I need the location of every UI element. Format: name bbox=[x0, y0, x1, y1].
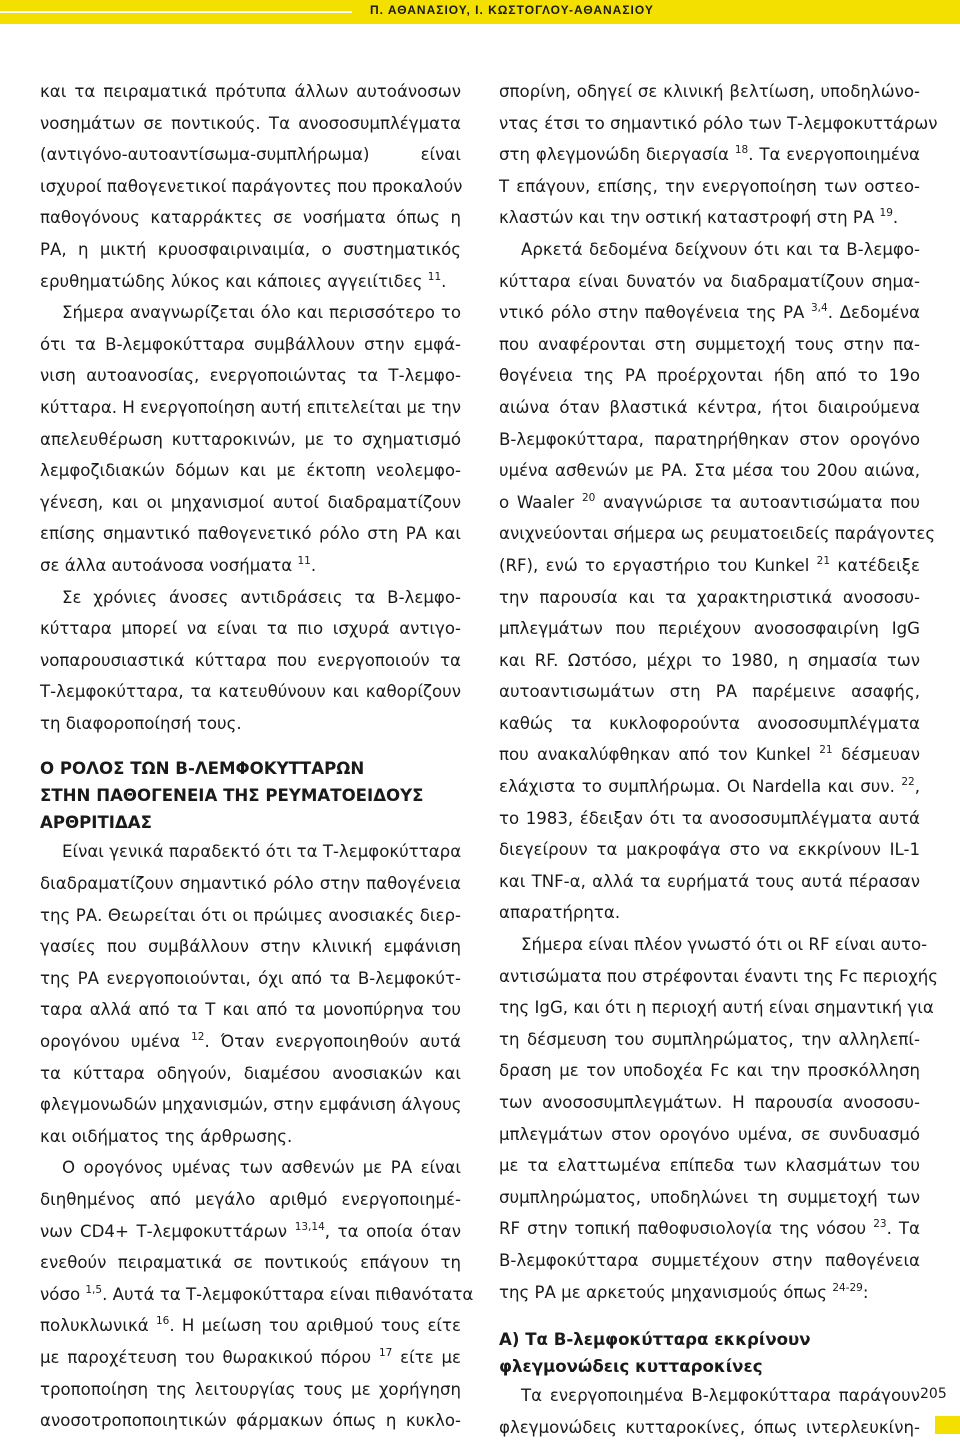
citation-ref: 3,4 bbox=[811, 302, 828, 315]
text-line: Β-λεμφοκύτταρα, παρατηρήθηκαν στον ορογόνο bbox=[499, 429, 920, 449]
left-column bbox=[40, 76, 474, 1437]
text-line: τη διαφοροποίησή τους. bbox=[40, 713, 242, 733]
section-heading bbox=[40, 755, 461, 836]
text-run: . bbox=[310, 555, 317, 575]
text-line: και οιδήματος της άρθρωσης. bbox=[40, 1126, 293, 1146]
paragraph bbox=[499, 929, 939, 1308]
text-run: . Όταν ενεργοποιηθούν αυτά bbox=[204, 1032, 461, 1052]
text-line: Είναι γενικά παραδεκτό ότι τα Τ-λεμφοκύτταρα bbox=[62, 842, 462, 862]
text-run: είτε με bbox=[392, 1347, 462, 1367]
text-line: Τ επάγουν, επίσης, την ενεργοποίηση των οστεο- bbox=[499, 176, 920, 196]
text-line: και TNF-α, αλλά τα ευρήματά τους αυτά πέρασαν bbox=[499, 871, 920, 891]
text-run: σε άλλα αυτοάνοσα νοσήματα bbox=[40, 555, 293, 575]
text-line: διαδραματίζουν σημαντικό ρόλο στην παθογένεια bbox=[40, 874, 461, 894]
text-run: RF στην τοπική παθοφυσιολογία της νόσου bbox=[499, 1219, 867, 1239]
text-line: τη δέσμευση του συμπληρώματος, την αλληλεπί- bbox=[499, 1029, 920, 1049]
text-line: ντας έτσι το σημαντικό ρόλο των Τ-λεμφοκυττάρων bbox=[499, 113, 938, 133]
text-run: νων CD4+ Τ-λεμφοκυττάρων bbox=[40, 1221, 288, 1241]
paragraph bbox=[499, 234, 936, 929]
citation-ref: 11 bbox=[427, 270, 442, 283]
text-line: δραση με τον υποδοχέα Fc και την προσκόλληση bbox=[499, 1061, 920, 1081]
text-run: ορογόνου υμένα bbox=[40, 1032, 181, 1052]
text-line: νοσημάτων σε ποντικούς. Τα ανοσοσυμπλέγματα bbox=[40, 113, 461, 133]
text-line bbox=[499, 202, 920, 234]
text-line: διηθημένος από μεγάλο αριθμό ενεργοποιημέ- bbox=[40, 1190, 461, 1209]
text-line: υμένα ασθενών με ΡΑ. Στα μέσα του 20ου αιώνα, bbox=[499, 461, 920, 481]
text-run: ελάχιστα το συμπλήρωμα. Οι Nardella και συν. bbox=[499, 777, 895, 797]
text-line: κύτταρα. Η ενεργοποίηση αυτή επιτελείται με την bbox=[40, 397, 462, 417]
text-line: μπλεγμάτων που περιέχουν ανοσοσφαιρίνη IgG bbox=[499, 619, 920, 639]
text-run: στη φλεγμονώδη διεργασία bbox=[499, 145, 729, 165]
text-line: νοπαρουσιαστικά κύτταρα που ενεργοποιούν τα bbox=[40, 650, 461, 670]
text-line: τροποποίηση της λειτουργίας τους με χορήγηση bbox=[40, 1379, 461, 1399]
text-line: Σήμερα είναι πλέον γνωστό ότι οι RF είναι αυτο- bbox=[521, 935, 928, 955]
text-line: φλεγμονώδεις κυτταροκίνες, όπως ιντερλευκίνη- bbox=[499, 1417, 920, 1437]
text-run: . Δεδομένα bbox=[827, 303, 920, 323]
citation-ref: 17 bbox=[378, 1346, 393, 1359]
text-line: το 1983, έδειξαν ότι τα ανοσοσυμπλέγματα αυτά bbox=[499, 808, 920, 828]
text-line: ενεθούν πειραματικά σε ποντικούς επάγουν τη bbox=[40, 1253, 461, 1273]
text-line bbox=[499, 550, 920, 582]
text-run: ντικό ρόλο στην παθογένεια της ΡΑ bbox=[499, 303, 805, 323]
section-heading-line: ΑΡΘΡΙΤΙΔΑΣ bbox=[40, 813, 152, 833]
text-run: (RF), ενώ το εργαστήριο του Kunkel bbox=[499, 555, 810, 575]
paragraph bbox=[499, 76, 938, 234]
subsection-heading bbox=[499, 1326, 920, 1380]
text-line: αυτοαντισωμάτων στη ΡΑ παρέμεινε ασαφής, bbox=[499, 682, 920, 702]
text-line bbox=[499, 771, 920, 803]
citation-ref: 23 bbox=[873, 1218, 887, 1231]
text-line bbox=[499, 1277, 920, 1309]
text-line: ΡΑ, η μικτή κρυοσφαιριναιμία, ο συστηματικός bbox=[40, 239, 461, 259]
citation-ref: 22 bbox=[901, 776, 915, 789]
text-run: αναγνώρισε τα αυτοαντισώματα που bbox=[595, 492, 920, 512]
paragraph bbox=[40, 1152, 474, 1436]
corner-accent bbox=[935, 1416, 960, 1434]
citation-ref: 13,14 bbox=[294, 1220, 325, 1233]
citation-ref: 19 bbox=[879, 207, 893, 220]
text-line: τα κύτταρα οδηγούν, διαμέσου ανοσιακών και bbox=[40, 1063, 461, 1083]
text-line bbox=[40, 1216, 461, 1248]
text-line: Τα ενεργοποιημένα Β-λεμφοκύτταρα παράγουν bbox=[521, 1386, 920, 1406]
text-line bbox=[40, 550, 461, 582]
text-line: αντισώματα που στρέφονται έναντι της Fc περιοχής bbox=[499, 966, 939, 986]
paragraph bbox=[40, 76, 461, 297]
citation-ref: 11 bbox=[297, 554, 311, 567]
text-line: της ΡΑ ενεργοποιούνται, όχι από τα Β-λεμφοκύτ- bbox=[40, 968, 461, 988]
text-run: . bbox=[441, 271, 447, 291]
text-line: απελευθέρωση κυτταροκινών, με το σχηματισμό bbox=[40, 429, 461, 449]
paragraph bbox=[40, 582, 461, 740]
text-line bbox=[499, 487, 920, 519]
text-line: γένεση, και οι μηχανισμοί αυτοί διαδραματίζουν bbox=[40, 492, 461, 512]
text-line bbox=[40, 1310, 461, 1342]
text-line bbox=[499, 1213, 920, 1245]
text-line: που αναφέρονται στη συμμετοχή τους στην πα- bbox=[499, 334, 920, 354]
text-run: : bbox=[862, 1282, 869, 1302]
citation-ref: 24-29 bbox=[832, 1281, 863, 1294]
citation-ref: 16 bbox=[155, 1315, 170, 1328]
text-line: της IgG, και ότι η περιοχή αυτή είναι σημαντική για bbox=[499, 998, 934, 1018]
text-line: κύτταρα είναι δυνατόν να διαδραματίζουν σημα- bbox=[499, 271, 920, 291]
text-run: . Τα ενεργοποιημένα bbox=[748, 145, 920, 165]
text-line: Σήμερα αναγνωρίζεται όλο και περισσότερο το bbox=[62, 303, 461, 323]
text-run: κατέδειξε bbox=[830, 555, 920, 575]
text-line: λεμφοζιδιακών δόμων και με έκτοπη νεολεμφο- bbox=[40, 461, 461, 481]
subsection-heading-line: φλεγμονώδεις κυτταροκίνες bbox=[499, 1357, 763, 1377]
text-run: δέσμευαν bbox=[832, 745, 920, 765]
text-run: . Τα bbox=[886, 1219, 920, 1239]
subsection-heading-line: Α) Τα Β-λεμφοκύτταρα εκκρίνουν bbox=[499, 1330, 811, 1350]
paragraph bbox=[40, 297, 461, 581]
text-line: παθογόνους καταρράκτες σε νοσήματα όπως η bbox=[40, 208, 461, 228]
text-run: . bbox=[892, 208, 899, 228]
text-line: συμπληρώματος, υποδηλώνει τη συμμετοχή των bbox=[499, 1187, 920, 1207]
text-line: Ο ορογόνος υμένας των ασθενών με ΡΑ είναι bbox=[62, 1158, 461, 1178]
text-line: νιση αυτοανοσίας, ενεργοποιώντας τα Τ-λεμφο- bbox=[40, 366, 461, 386]
text-line: γασίες που συμβάλλουν στην κλινική εμφάνιση bbox=[40, 937, 461, 957]
text-line: Β-λεμφοκύτταρα συμμετέχουν στην παθογένεια bbox=[499, 1250, 920, 1270]
text-run: ο Waaler bbox=[499, 492, 575, 512]
text-line: (αντιγόνο-αυτοαντίσωμα-συμπλήρωμα) είναι bbox=[40, 145, 461, 165]
text-line: με τα ελαττωμένα επίπεδα των κλασμάτων του bbox=[499, 1156, 920, 1176]
running-head-rule bbox=[0, 11, 352, 13]
text-run: , bbox=[914, 777, 920, 797]
text-line: αιώνα όταν βλαστικά κέντρα, ήτοι διαιρούμενα bbox=[499, 397, 920, 417]
text-line: και τα πειραματικά πρότυπα άλλων αυτοάνοσων bbox=[40, 82, 461, 101]
text-line bbox=[40, 1026, 461, 1058]
text-run: νόσο bbox=[40, 1284, 81, 1304]
text-line bbox=[40, 1279, 474, 1311]
citation-ref: 12 bbox=[191, 1031, 205, 1044]
text-run: ερυθηματώδης λύκος και κάποιες αγγειίτιδες bbox=[40, 271, 423, 291]
text-line: και RF. Ωστόσο, μέχρι το 1980, η σημασία των bbox=[499, 650, 920, 670]
text-run: που ανακαλύφθηκαν από τον Kunkel bbox=[499, 745, 811, 765]
text-line: ανιχνεύονται σήμερα ως ρευματοειδείς παράγοντες bbox=[499, 524, 936, 544]
text-line: επίσης σημαντικό παθογενετικό ρόλο στη ΡΑ και bbox=[40, 524, 461, 544]
text-line: την παρουσία και τα χαρακτηριστικά ανοσοσυ- bbox=[499, 587, 920, 607]
text-line: θογένεια της ΡΑ προέρχονται ήδη από το 19ο bbox=[499, 366, 920, 386]
text-line: ανοσοτροποποιητικών φάρμακων όπως η κυκλο- bbox=[40, 1411, 461, 1431]
text-run: πολυκλωνικά bbox=[40, 1316, 149, 1336]
text-run: της ΡΑ με αρκετούς μηχανισμούς όπως bbox=[499, 1282, 828, 1302]
citation-ref: 1,5 bbox=[85, 1283, 103, 1296]
section-heading-line: ΣΤΗΝ ΠΑΘΟΓΕΝΕΙΑ ΤΗΣ ΡΕΥΜΑΤΟΕΙΔΟΥΣ bbox=[40, 786, 424, 806]
text-line bbox=[499, 139, 920, 171]
text-line: της ΡΑ. Θεωρείται ότι οι πρώιμες ανοσιακές διερ- bbox=[40, 905, 461, 925]
text-line: μπλεγμάτων στον ορογόνο υμένα, σε συνδυασμό bbox=[499, 1124, 920, 1144]
running-head-band bbox=[0, 0, 960, 24]
text-run: . Η μείωση του αριθμού τους είτε bbox=[169, 1316, 461, 1336]
text-line bbox=[40, 266, 461, 298]
text-line: Τ-λεμφοκύτταρα, τα κατευθύνουν και καθορίζουν bbox=[40, 682, 461, 702]
text-line: απαρατήρητα. bbox=[499, 903, 621, 923]
text-line: φλεγμονωδών μηχανισμών, στην εμφάνιση άλγους bbox=[40, 1095, 462, 1115]
text-line: σπορίνη, οδηγεί σε κλινική βελτίωση, υποδηλώνο- bbox=[499, 82, 920, 101]
running-head: Π. ΑΘΑΝΑΣΙΟΥ, Ι. ΚΩΣΤΟΓΛΟΥ-ΑΘΑΝΑΣΙΟΥ bbox=[370, 3, 654, 17]
text-line bbox=[40, 1342, 461, 1374]
text-line: Σε χρόνιες άνοσες αντιδράσεις τα Β-λεμφο- bbox=[62, 587, 461, 607]
text-line: ότι τα Β-λεμφοκύτταρα συμβάλλουν στην εμφά- bbox=[40, 334, 461, 354]
text-run: με παροχέτευση του θωρακικού πόρου bbox=[40, 1347, 372, 1367]
text-run: , τα οποία όταν bbox=[324, 1221, 461, 1241]
text-line: των ανοσοσυμπλεγμάτων. Η παρουσία ανοσοσυ- bbox=[499, 1093, 920, 1112]
paragraph bbox=[40, 836, 461, 1152]
text-line: ισχυροί παθογενετικοί παράγοντες που προκαλούν bbox=[40, 176, 463, 196]
text-line: καθώς τα κυκλοφορούντα ανοσοσυμπλέγματα bbox=[499, 713, 920, 733]
text-run: . Αυτά τα Τ-λεμφοκύτταρα είναι πιθανότατα bbox=[102, 1284, 474, 1304]
citation-ref: 20 bbox=[581, 491, 596, 504]
page-number: 205 bbox=[920, 1386, 947, 1402]
text-line: διεγείρουν τα μακροφάγα στο να εκκρίνουν IL-1 bbox=[499, 840, 920, 860]
text-line bbox=[499, 739, 920, 771]
text-line bbox=[499, 297, 920, 329]
section-heading-line: Ο ΡΟΛΟΣ ΤΩΝ Β-ΛΕΜΦΟΚΥΤΤΑΡΩΝ bbox=[40, 759, 365, 779]
citation-ref: 21 bbox=[819, 744, 833, 757]
text-line: κύτταρα μπορεί να είναι τα πιο ισχυρά αντιγο- bbox=[40, 619, 461, 639]
text-run: κλαστών και την οστική καταστροφή στη ΡΑ bbox=[499, 208, 875, 228]
text-line: ταρα αλλά από τα Τ και από τα μονοπύρηνα του bbox=[40, 1000, 461, 1020]
citation-ref: 18 bbox=[734, 144, 749, 157]
text-line: Αρκετά δεδομένα δείχνουν ότι και τα Β-λεμφο- bbox=[521, 239, 920, 259]
citation-ref: 21 bbox=[816, 554, 831, 567]
